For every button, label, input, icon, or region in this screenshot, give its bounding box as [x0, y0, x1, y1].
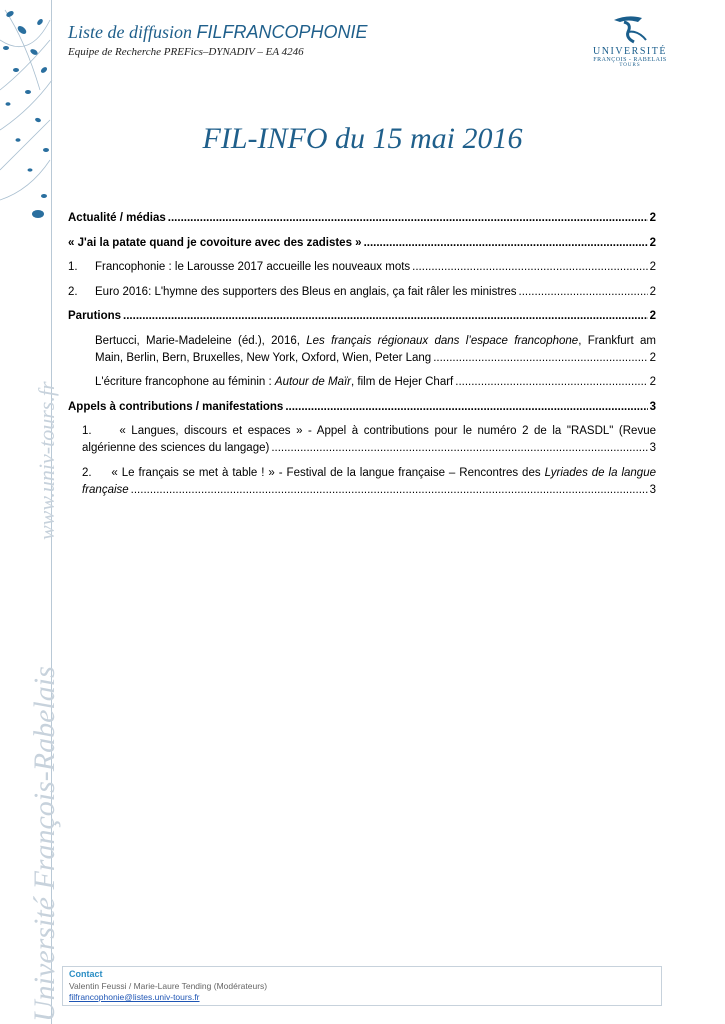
toc-page-number: 2 [649, 236, 656, 249]
toc-entry-line [95, 333, 656, 350]
toc-page-number: 3 [649, 400, 656, 413]
toc-page-number: 3 [649, 442, 656, 454]
toc-page-number: 2 [649, 212, 656, 224]
moderators-names: Valentin Feussi / Marie-Laure Tending (Modérateurs) [69, 980, 268, 991]
toc-entry-text: Parutions [68, 310, 122, 322]
toc-page-number: 2 [649, 261, 656, 273]
toc-entry-euro[interactable] [68, 284, 656, 301]
toc-entry-line [82, 465, 656, 482]
branch-decoration-icon [0, 0, 56, 240]
toc-entry-text: « Langues, discours et espaces » - Appel à contributions pour le numéro 2 de la "RASDL" (Revue [119, 425, 656, 437]
toc-leader-dots [412, 259, 647, 276]
toc-entry-langues[interactable] [68, 423, 656, 457]
contact-email-link[interactable]: filfrancophonie@listes.univ-tours.fr [69, 992, 200, 1002]
toc-leader-dots [271, 440, 647, 457]
toc-entry-ecriture[interactable] [68, 374, 656, 391]
sidebar-university-text: Université François-Rabelais [28, 666, 61, 1022]
toc-entry-appels[interactable] [68, 399, 656, 416]
toc-entry-francais[interactable] [68, 465, 656, 499]
toc-page-number: 2 [649, 351, 656, 364]
toc-page-number: 2 [649, 310, 656, 322]
toc-entry-line [82, 423, 656, 440]
toc-entry-text: Appels à contributions / manifestations [68, 400, 284, 413]
toc-entry-text: , Frankfurt am [578, 334, 656, 347]
toc-entry-text: , film de Hejer Charf [351, 376, 454, 388]
toc-entry-text: Francophonie : le Larousse 2017 accueille les nouveaux mots [95, 261, 411, 273]
toc-entry-text: Bertucci, Marie-Madeleine (éd.), 2016, [95, 334, 307, 347]
toc-leader-dots [364, 235, 648, 252]
toc-entry-festival-title: Lyriades de la langue [544, 466, 656, 479]
mailing-list-name: FILFRANCOPHONIE [196, 22, 368, 42]
toc-leader-dots [455, 374, 647, 391]
toc-entry-parutions[interactable] [68, 308, 656, 325]
page-title: FIL-INFO du 15 mai 2016 [202, 122, 523, 155]
toc-entry-text: Main, Berlin, Bern, Bruxelles, New York, Oxford, Wien, Peter Lang [95, 351, 432, 364]
toc-leader-dots [433, 350, 647, 367]
logo-line-name: FRANÇOIS - RABELAIS [593, 57, 667, 63]
toc-entry-text-group [95, 374, 453, 391]
table-of-contents [68, 210, 656, 506]
contact-label: Contact [69, 969, 103, 979]
toc-entry-number: 1. [68, 261, 78, 273]
toc-entry-text: algérienne des sciences du langage) [82, 442, 270, 454]
toc-leader-dots [131, 482, 648, 499]
logo-line-city: TOURS [619, 63, 641, 68]
toc-entry-line [82, 482, 656, 499]
toc-entry-line [82, 440, 656, 457]
contact-box [62, 966, 662, 1006]
mailing-list-title-prefix: Liste de diffusion [68, 22, 197, 42]
toc-leader-dots [519, 284, 648, 301]
toc-entry-text: L'écriture francophone au féminin : [95, 376, 275, 388]
toc-entry-number: 2. [82, 466, 92, 479]
toc-entry-text: « J'ai la patate quand je covoiture avec des zadistes » [68, 236, 362, 249]
toc-entry-text: Actualité / médias [68, 212, 166, 224]
toc-leader-dots [123, 308, 648, 325]
toc-leader-dots [285, 399, 647, 416]
research-team-subtitle: Equipe de Recherche PREFics–DYNADIV – EA 4246 [68, 46, 304, 58]
toc-entry-number: 2. [68, 285, 78, 298]
logo-line-university: UNIVERSITÉ [593, 46, 667, 57]
toc-entry-text: Euro 2016: L'hymne des supporters des Bleus en anglais, ça fait râler les ministres [95, 285, 517, 298]
toc-leader-dots [168, 210, 648, 227]
toc-entry-larousse[interactable] [68, 259, 656, 276]
toc-page-number: 2 [649, 285, 656, 298]
toc-entry-line [95, 350, 656, 367]
toc-entry-number: 1. [82, 425, 92, 437]
university-logo [584, 14, 676, 80]
toc-page-number: 3 [649, 483, 656, 496]
toc-entry-patate[interactable] [68, 235, 656, 252]
toc-page-number: 2 [649, 376, 656, 388]
toc-entry-bertucci[interactable] [68, 333, 656, 367]
university-logo-icon [608, 14, 652, 44]
mailing-list-title [68, 22, 368, 43]
toc-entry-festival-title: française [82, 483, 129, 496]
sidebar-url-text: www.univ-tours.fr [34, 381, 59, 540]
toc-entry-film-title: Autour de Maïr [274, 376, 351, 388]
toc-entry-text: « Le français se met à table ! » - Festival de la langue française – Rencontres des [111, 466, 545, 479]
toc-entry-actualite[interactable] [68, 210, 656, 227]
toc-entry-book-title: Les français régionaux dans l’espace francophone [306, 334, 579, 347]
